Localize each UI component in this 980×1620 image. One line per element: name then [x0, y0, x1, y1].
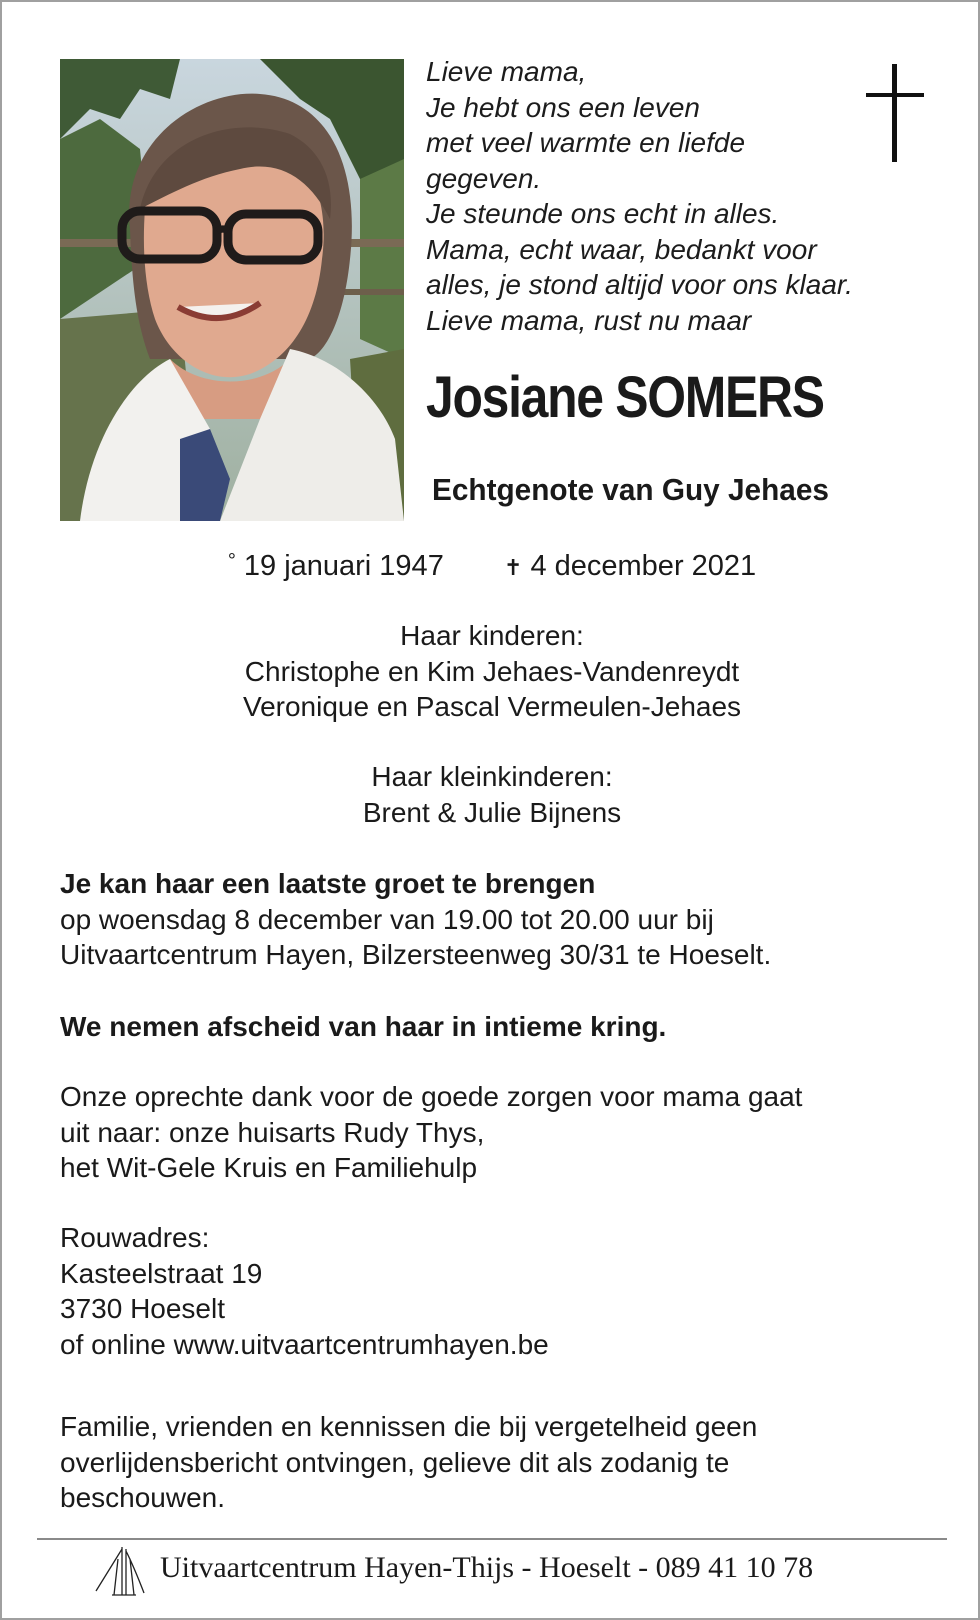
address-city: 3730 Hoeselt [60, 1293, 226, 1324]
poem-line: Mama, echt waar, bedankt voor [426, 233, 817, 265]
grandchildren-section [2, 759, 980, 830]
death-symbol: ✝ [503, 555, 523, 580]
poem [426, 54, 853, 338]
visitation-line: op woensdag 8 december van 19.00 tot 20.00 uur bij [60, 903, 714, 935]
grandchild-name: Brent & Julie Bijnens [362, 796, 622, 828]
poem-line: gegeven. [426, 162, 542, 194]
address-street: Kasteelstraat 19 [60, 1257, 263, 1289]
farewell-line: We nemen afscheid van haar in intieme kring. [60, 1011, 667, 1042]
notice-line: overlijdensbericht ontvingen, gelieve dit als zodanig te [60, 1446, 730, 1478]
birth-date: 19 januari 1947 [243, 550, 444, 582]
thanks-line: Onze oprechte dank voor de goede zorgen voor mama gaat [60, 1081, 803, 1112]
grandchildren-heading: Haar kleinkinderen: [371, 761, 613, 792]
visitation-heading: Je kan haar een laatste groet te brengen [60, 868, 596, 899]
death-date: 4 december 2021 [530, 550, 757, 582]
visitation-section [60, 866, 950, 973]
child-name: Christophe en Kim Jehaes-Vandenreydt [244, 655, 740, 687]
notice-line: beschouwen. [60, 1482, 226, 1513]
poem-line: alles, je stond altijd voor ons klaar. [426, 269, 853, 300]
funeral-home-contact: Uitvaartcentrum Hayen-Thijs - Hoeselt - 089 41 10 78 [160, 1551, 814, 1584]
child-name: Veronique en Pascal Vermeulen-Jehaes [242, 691, 742, 722]
portrait-photo [60, 59, 404, 521]
mourning-address [60, 1220, 950, 1362]
children-heading: Haar kinderen: [400, 620, 584, 651]
address-online: of online www.uitvaartcentrumhayen.be [60, 1328, 549, 1360]
poem-line: Lieve mama, [426, 56, 587, 87]
poem-line: Je steunde ons echt in alles. [426, 198, 780, 229]
funeral-home-logo-icon [92, 1545, 148, 1597]
life-dates [2, 550, 980, 583]
poem-line: Je hebt ons een leven [426, 91, 700, 123]
thanks-line: uit naar: onze huisarts Rudy Thys, [60, 1116, 485, 1148]
thanks-line: het Wit-Gele Kruis en Familiehulp [60, 1152, 478, 1183]
notice-line: Familie, vrienden en kennissen die bij vergetelheid geen [60, 1411, 758, 1442]
poem-line: met veel warmte en liefde [426, 127, 746, 158]
notice-section [60, 1409, 950, 1516]
cross-icon [866, 64, 924, 162]
visitation-line: Uitvaartcentrum Hayen, Bilzersteenweg 30/31 te Hoeselt. [60, 939, 772, 970]
poem-line: Lieve mama, rust nu maar [426, 304, 752, 336]
birth-symbol: ° [227, 550, 236, 572]
deceased-name: Josiane SOMERS [426, 365, 824, 430]
thanks-section [60, 1079, 950, 1186]
spouse-line: Echtgenote van Guy Jehaes [432, 472, 829, 507]
children-section [2, 618, 980, 725]
address-heading: Rouwadres: [60, 1222, 210, 1253]
footer-divider [37, 1538, 947, 1540]
